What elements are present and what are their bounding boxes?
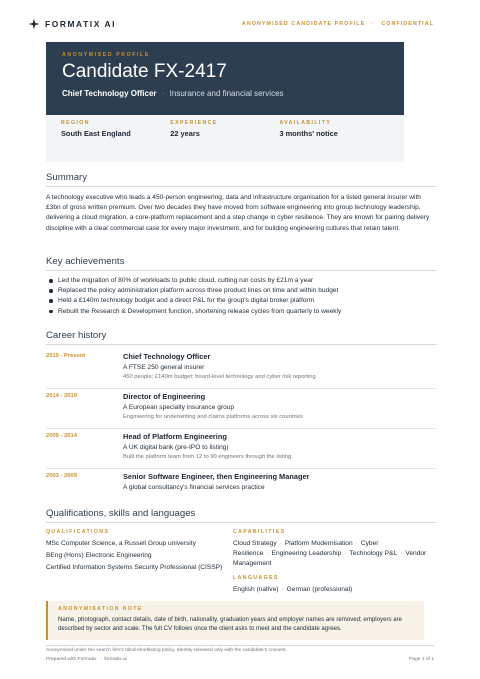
capability-item: Vendor Management [233,549,427,567]
job-title: Head of Platform Engineering [123,432,227,441]
fact-availability [279,120,388,162]
language-item: German (professional) [286,585,353,593]
job-entry [46,472,436,491]
fact-experience [170,120,279,162]
section-title-achievements: Key achievements [46,256,436,271]
profile-hero [46,42,404,115]
fact-value: 3 months' notice [279,129,338,138]
meta-confidential: CONFIDENTIAL [381,21,434,27]
footer-policy: Anonymised under the search firm's blind-shortlisting policy. Identity released only with the candidate's consent. [46,648,287,653]
anonymisation-note [46,601,424,640]
qualifications-column [46,529,233,595]
summary-section [46,172,436,234]
achievement-text: Held a £140m technology budget and a direct P&L for the group's digital broker platform [58,297,315,305]
job-dates: 2019 - Present [46,353,86,359]
achievement-text: Rebuilt the Research & Development function, shortening release cycles from quarterly to weekly [58,307,342,315]
job-body [123,472,436,491]
document-meta [242,21,434,27]
footer-prepared-text: Prepared with Formatix [46,657,97,662]
job-company: A UK digital bank (pre-IPO to listing) [123,444,229,451]
footer-divider [46,645,434,646]
job-note: Engineering for underwriting and claims platforms across six countries [123,414,303,420]
job-company: A global consultancy's financial services practice [123,484,265,491]
fact-value: South East England [61,129,131,138]
job-company: A FTSE 250 general insurer [123,364,205,371]
meta-separator: · [371,21,375,27]
bullet-icon [49,299,53,303]
job-dates: 2009 - 2014 [46,433,77,439]
candidate-role: Chief Technology Officer [62,88,157,98]
list-item [46,296,436,306]
page-number: Page 1 of 1 [408,657,434,662]
job-entry [46,392,436,420]
job-note: Built the platform team from 12 to 90 engineers through the listing [123,454,292,460]
bullet-icon [49,279,53,283]
list-separator: · [355,540,358,547]
languages-label: LANGUAGES [233,574,279,581]
section-title-qualifications: Qualifications, skills and languages [46,508,436,523]
capability-item: Cyber Resilience [233,540,379,557]
job-note: 450 people; £140m budget; board-level technology and cyber risk reporting [123,374,316,380]
qualifications-label: QUALIFICATIONS [46,529,110,535]
footer-site: formatix.ai [104,657,127,662]
achievement-text: Replaced the policy administration platform across three product lines on time and within budget [58,287,339,295]
job-divider [46,388,436,389]
role-separator: · [161,88,165,98]
summary-text: A technology executive who leads a 450-person engineering, data and infrastructure organisation for a listed general insurer with £3bn of gross written premium. Over two decades they have moved from software engineering into group technology leadership, delivering a cloud migration, a core-platform replacement and a step change in cyber resilience. They are known for pairing delivery discipline with a clear commercial case for every major investment, and for building engineering cultures that retain talent. [46,194,430,232]
facts-strip [46,115,404,162]
capability-item: Technology P&L [349,549,398,557]
fact-label: REGION [61,120,90,126]
note-text: Name, photograph, contact details, date of birth, nationality, graduation years and employer names are removed; employers are described by sector and scale. The full CV follows once the client asks to meet and the candidate agrees. [58,616,403,633]
footer-separator: · [99,657,102,662]
job-dates: 2003 - 2009 [46,473,77,479]
qualification-item: Certified Information Systems Security Professional (CISSP) [46,564,223,572]
languages-list [233,585,436,595]
candidate-sector: Insurance and financial services [169,88,284,98]
bullet-icon [49,310,53,314]
career-section [46,330,436,500]
capability-item: Engineering Leadership [271,549,342,557]
job-body [123,352,436,380]
list-separator: · [344,549,347,557]
qualification-item: MSc Computer Science, a Russell Group university [46,540,196,547]
achievement-text: Led the migration of 80% of workloads to public cloud, cutting run costs by £21m a year [58,277,314,284]
list-separator: · [400,549,403,557]
capability-item: Cloud Strategy [233,540,277,547]
job-body [123,432,436,460]
list-separator: · [266,549,269,557]
footer-meta [46,657,434,662]
list-separator: · [281,585,284,593]
bullet-icon [49,289,53,293]
capability-item: Platform Modernisation [284,540,353,547]
brand [28,18,116,30]
job-title: Chief Technology Officer [123,352,211,361]
capabilities-column [233,529,436,595]
top-bar [28,14,434,34]
job-divider [46,428,436,429]
qualifications-grid [46,529,436,595]
job-entry [46,352,436,380]
job-title: Senior Software Engineer, then Engineering Manager [123,472,310,481]
job-title: Director of Engineering [123,392,206,401]
list-separator: · [279,540,282,547]
fact-label: EXPERIENCE [170,120,218,126]
hero-eyebrow: ANONYMISED PROFILE [62,52,150,58]
footer-prepared [46,657,127,662]
achievements-list [46,276,436,317]
achievements-section [46,256,436,317]
note-label: ANONYMISATION NOTE [58,606,143,612]
qualifications-section [46,508,436,595]
job-divider [46,468,436,469]
meta-profile: ANONYMISED CANDIDATE PROFILE [241,21,366,27]
formatix-logo-icon [28,18,40,30]
fact-region [61,120,170,162]
job-company: A European specialty insurance group [123,404,235,411]
list-item [46,307,436,317]
qualification-item: BEng (Hons) Electronic Engineering [46,552,152,560]
job-body [123,392,436,420]
brand-name: FORMATIX AI [45,19,117,29]
job-entry [46,432,436,460]
list-item [46,286,436,296]
capabilities-list [233,539,436,569]
role-line [62,89,388,98]
candidate-name: Candidate FX-2417 [62,61,227,82]
language-item: English (native) [233,585,279,593]
fact-value: 22 years [170,129,200,138]
fact-label: AVAILABILITY [279,120,332,126]
capabilities-label: CAPABILITIES [233,529,286,535]
section-title-career: Career history [46,330,436,345]
list-item [46,276,436,286]
job-dates: 2014 - 2019 [46,393,77,399]
section-title-summary: Summary [46,172,436,187]
